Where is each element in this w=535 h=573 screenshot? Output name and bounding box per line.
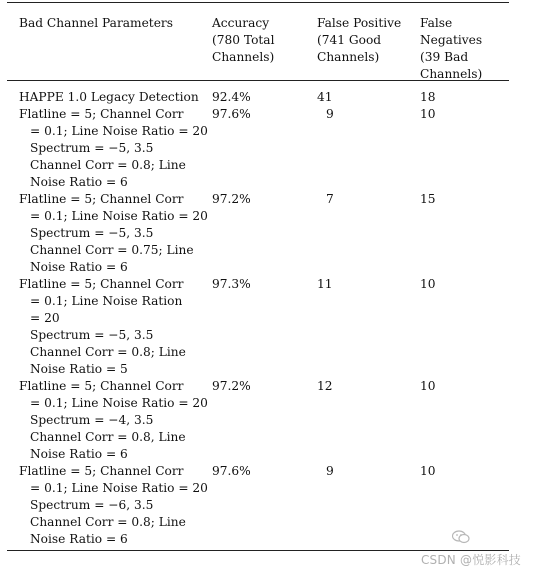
params-line: Channel Corr = 0.8, Line [30,430,186,444]
header-line: False Positive [317,16,402,30]
false-positive-cell: 41 [317,90,333,104]
header-line: Negatives [420,33,483,47]
table-row [7,276,509,378]
header-line: (780 Total [212,33,275,47]
accuracy-cell: 97.6% [212,464,251,478]
params-line: Noise Ratio = 6 [30,260,128,274]
wechat-icon [452,530,470,544]
false-negatives-cell: 10 [420,277,436,291]
params-line: = 0.1; Line Noise Ratio = 20 [30,124,208,138]
false-negatives-cell: 18 [420,90,436,104]
accuracy-cell: 92.4% [212,90,251,104]
params-cell [19,378,208,463]
header-line: Channels) [212,50,275,64]
false-positive-cell: 7 [326,192,334,206]
params-cell [19,191,208,276]
params-line: Spectrum = −5, 3.5 [30,328,154,342]
false-positive-cell: 9 [326,464,334,478]
header-line: (39 Bad [420,50,469,64]
params-line: Flatline = 5; Channel Corr [19,107,184,121]
params-line: = 0.1; Line Noise Ration [30,294,183,308]
header-line: False [420,16,453,30]
params-line: = 20 [30,311,60,325]
header-false-positive [317,15,401,66]
table-row [7,106,509,191]
params-line: Spectrum = −5, 3.5 [30,226,154,240]
params-line: Channel Corr = 0.8; Line [30,345,186,359]
params-line: Flatline = 5; Channel Corr [19,192,184,206]
accuracy-cell: 97.3% [212,277,251,291]
header-bad-channel-parameters [19,15,173,32]
params-line: = 0.1; Line Noise Ratio = 20 [30,481,208,495]
params-line: Noise Ratio = 5 [30,362,128,376]
false-negatives-cell: 15 [420,192,436,206]
false-positive-cell: 9 [326,107,334,121]
params-line: = 0.1; Line Noise Ratio = 20 [30,209,208,223]
watermark-text: CSDN @悦影科技 [420,553,521,567]
params-cell [19,463,208,548]
params-line: Flatline = 5; Channel Corr [19,379,184,393]
accuracy-cell: 97.2% [212,379,251,393]
params-line: HAPPE 1.0 Legacy Detection [19,90,199,104]
header-line: (741 Good [317,33,382,47]
params-line: Spectrum = −5, 3.5 [30,141,154,155]
params-line: Spectrum = −6, 3.5 [30,498,154,512]
header-false-negatives [420,15,482,83]
params-line: Channel Corr = 0.8; Line [30,158,186,172]
params-line: = 0.1; Line Noise Ratio = 20 [30,396,208,410]
params-line: Flatline = 5; Channel Corr [19,277,184,291]
header-line: Channels) [317,50,380,64]
header-row [7,3,509,80]
params-line: Noise Ratio = 6 [30,175,128,189]
params-line: Flatline = 5; Channel Corr [19,464,184,478]
accuracy-cell: 97.6% [212,107,251,121]
false-positive-cell: 12 [317,379,333,393]
accuracy-cell: 97.2% [212,192,251,206]
header-line: Accuracy [212,16,270,30]
table-row [7,378,509,463]
false-negatives-cell: 10 [420,107,436,121]
params-line: Noise Ratio = 6 [30,447,128,461]
params-line: Channel Corr = 0.75; Line [30,243,194,257]
false-negatives-cell: 10 [420,379,436,393]
table-row [7,89,509,106]
header-line: Bad Channel Parameters [19,16,173,30]
params-cell [19,89,199,106]
params-cell [19,106,208,191]
table-row [7,463,509,550]
params-cell [19,276,186,378]
table-row [7,191,509,276]
params-line: Noise Ratio = 6 [30,532,128,546]
params-line: Channel Corr = 0.8; Line [30,515,186,529]
params-line: Spectrum = −4, 3.5 [30,413,154,427]
false-negatives-cell: 10 [420,464,436,478]
header-line: Channels) [420,67,483,81]
header-accuracy [212,15,274,66]
false-positive-cell: 11 [317,277,333,291]
results-table [7,0,509,551]
